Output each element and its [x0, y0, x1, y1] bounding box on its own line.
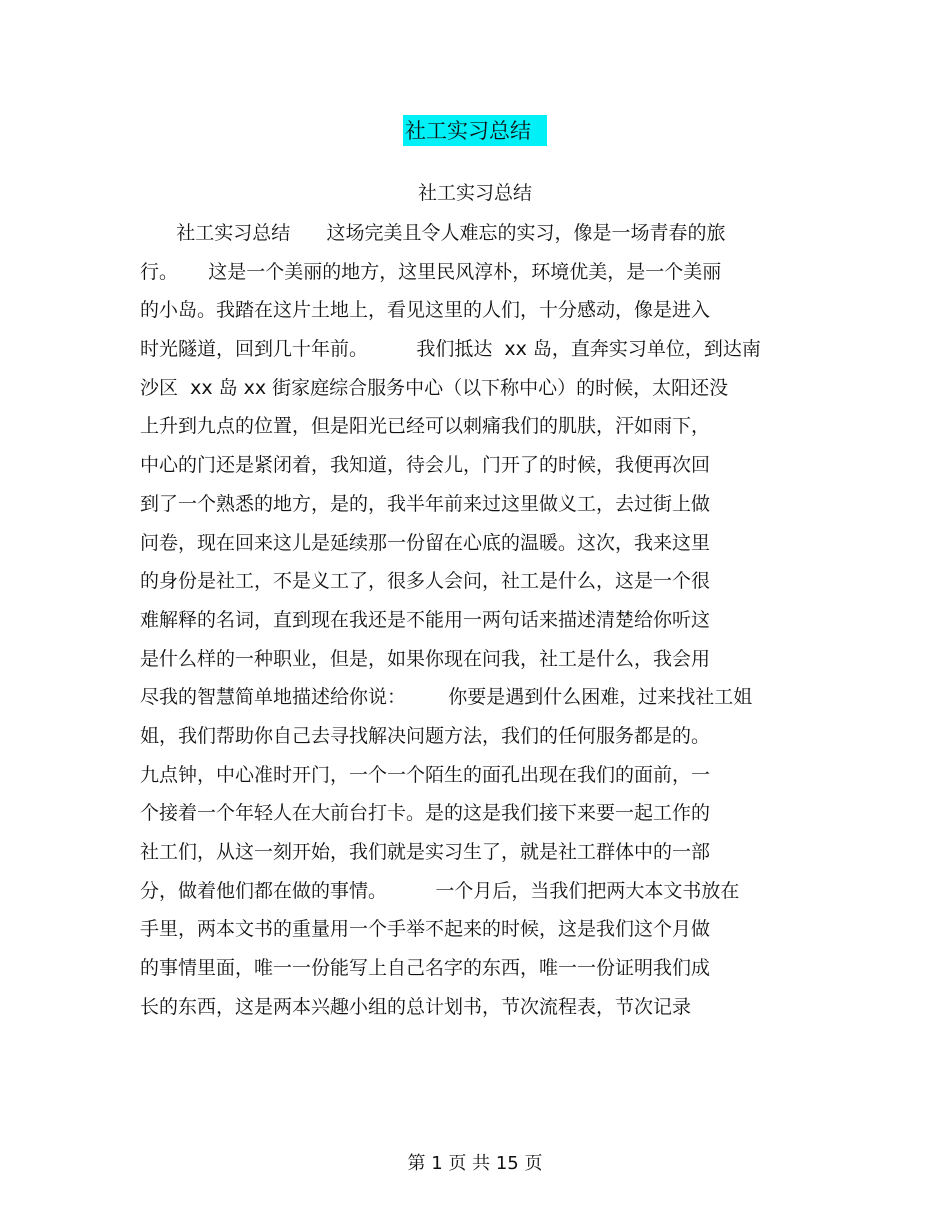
document-body [140, 218, 840, 1030]
body-line: 是什么样的一种职业，但是，如果你现在问我，社工是什么，我会用 [140, 647, 711, 670]
body-line: 社工实习总结 这场完美且令人难忘的实习，像是一场青春的旅 [140, 222, 726, 244]
body-line: 行。 这是一个美丽的地方，这里民风淳朴，环境优美，是一个美丽 [140, 260, 722, 283]
body-line: 到了一个熟悉的地方，是的，我半年前来过这里做义工，去过街上做 [140, 492, 711, 515]
body-line: 中心的门还是紧闭着，我知道，待会儿，门开了的时候，我便再次回 [140, 454, 711, 477]
body-line: 个接着一个年轻人在大前台打卡。是的这是我们接下来要一起工作的 [140, 802, 711, 825]
body-line: 尽我的智慧简单地描述给你说： 你要是遇到什么困难，过来找社工姐 [140, 686, 753, 709]
body-line: 分，做着他们都在做的事情。 一个月后，当我们把两大本文书放在 [140, 879, 740, 902]
body-line: 沙区 xx 岛 xx 街家庭综合服务中心（以下称中心）的时候，太阳还没 [140, 376, 729, 399]
page-footer: 第 1 页 共 15 页 [407, 1153, 543, 1174]
body-line: 的身份是社工，不是义工了，很多人会问，社工是什么，这是一个很 [140, 570, 711, 593]
body-line: 社工们，从这一刻开始，我们就是实习生了，就是社工群体中的一部 [140, 841, 711, 863]
body-line: 姐，我们帮助你自己去寻找解决问题方法，我们的任何服务都是的。 [140, 724, 711, 747]
body-line: 问卷，现在回来这儿是延续那一份留在心底的温暖。这次，我来这里 [140, 531, 711, 554]
body-line: 上升到九点的位置，但是阳光已经可以刺痛我们的肌肤，汗如雨下， [140, 415, 711, 438]
body-line: 手里，两本文书的重量用一个手举不起来的时候，这是我们这个月做 [140, 918, 711, 941]
body-line: 的小岛。我踏在这片土地上，看见这里的人们，十分感动，像是进入 [140, 299, 711, 322]
document-title: 社工实习总结 [403, 115, 547, 146]
body-line: 的事情里面，唯一一份能写上自己名字的东西，唯一一份证明我们成 [140, 957, 711, 980]
document-subtitle: 社工实习总结 [417, 182, 532, 204]
title-container [0, 115, 950, 146]
body-line: 难解释的名词，直到现在我还是不能用一两句话来描述清楚给你听这 [140, 608, 711, 631]
body-line: 长的东西，这是两本兴趣小组的总计划书，节次流程表，节次记录 [140, 995, 692, 1018]
body-line: 九点钟，中心准时开门，一个一个陌生的面孔出现在我们的面前，一 [140, 763, 711, 786]
body-line: 时光隧道，回到几十年前。 我们抵达 xx 岛，直奔实习单位，到达南 [140, 338, 761, 361]
